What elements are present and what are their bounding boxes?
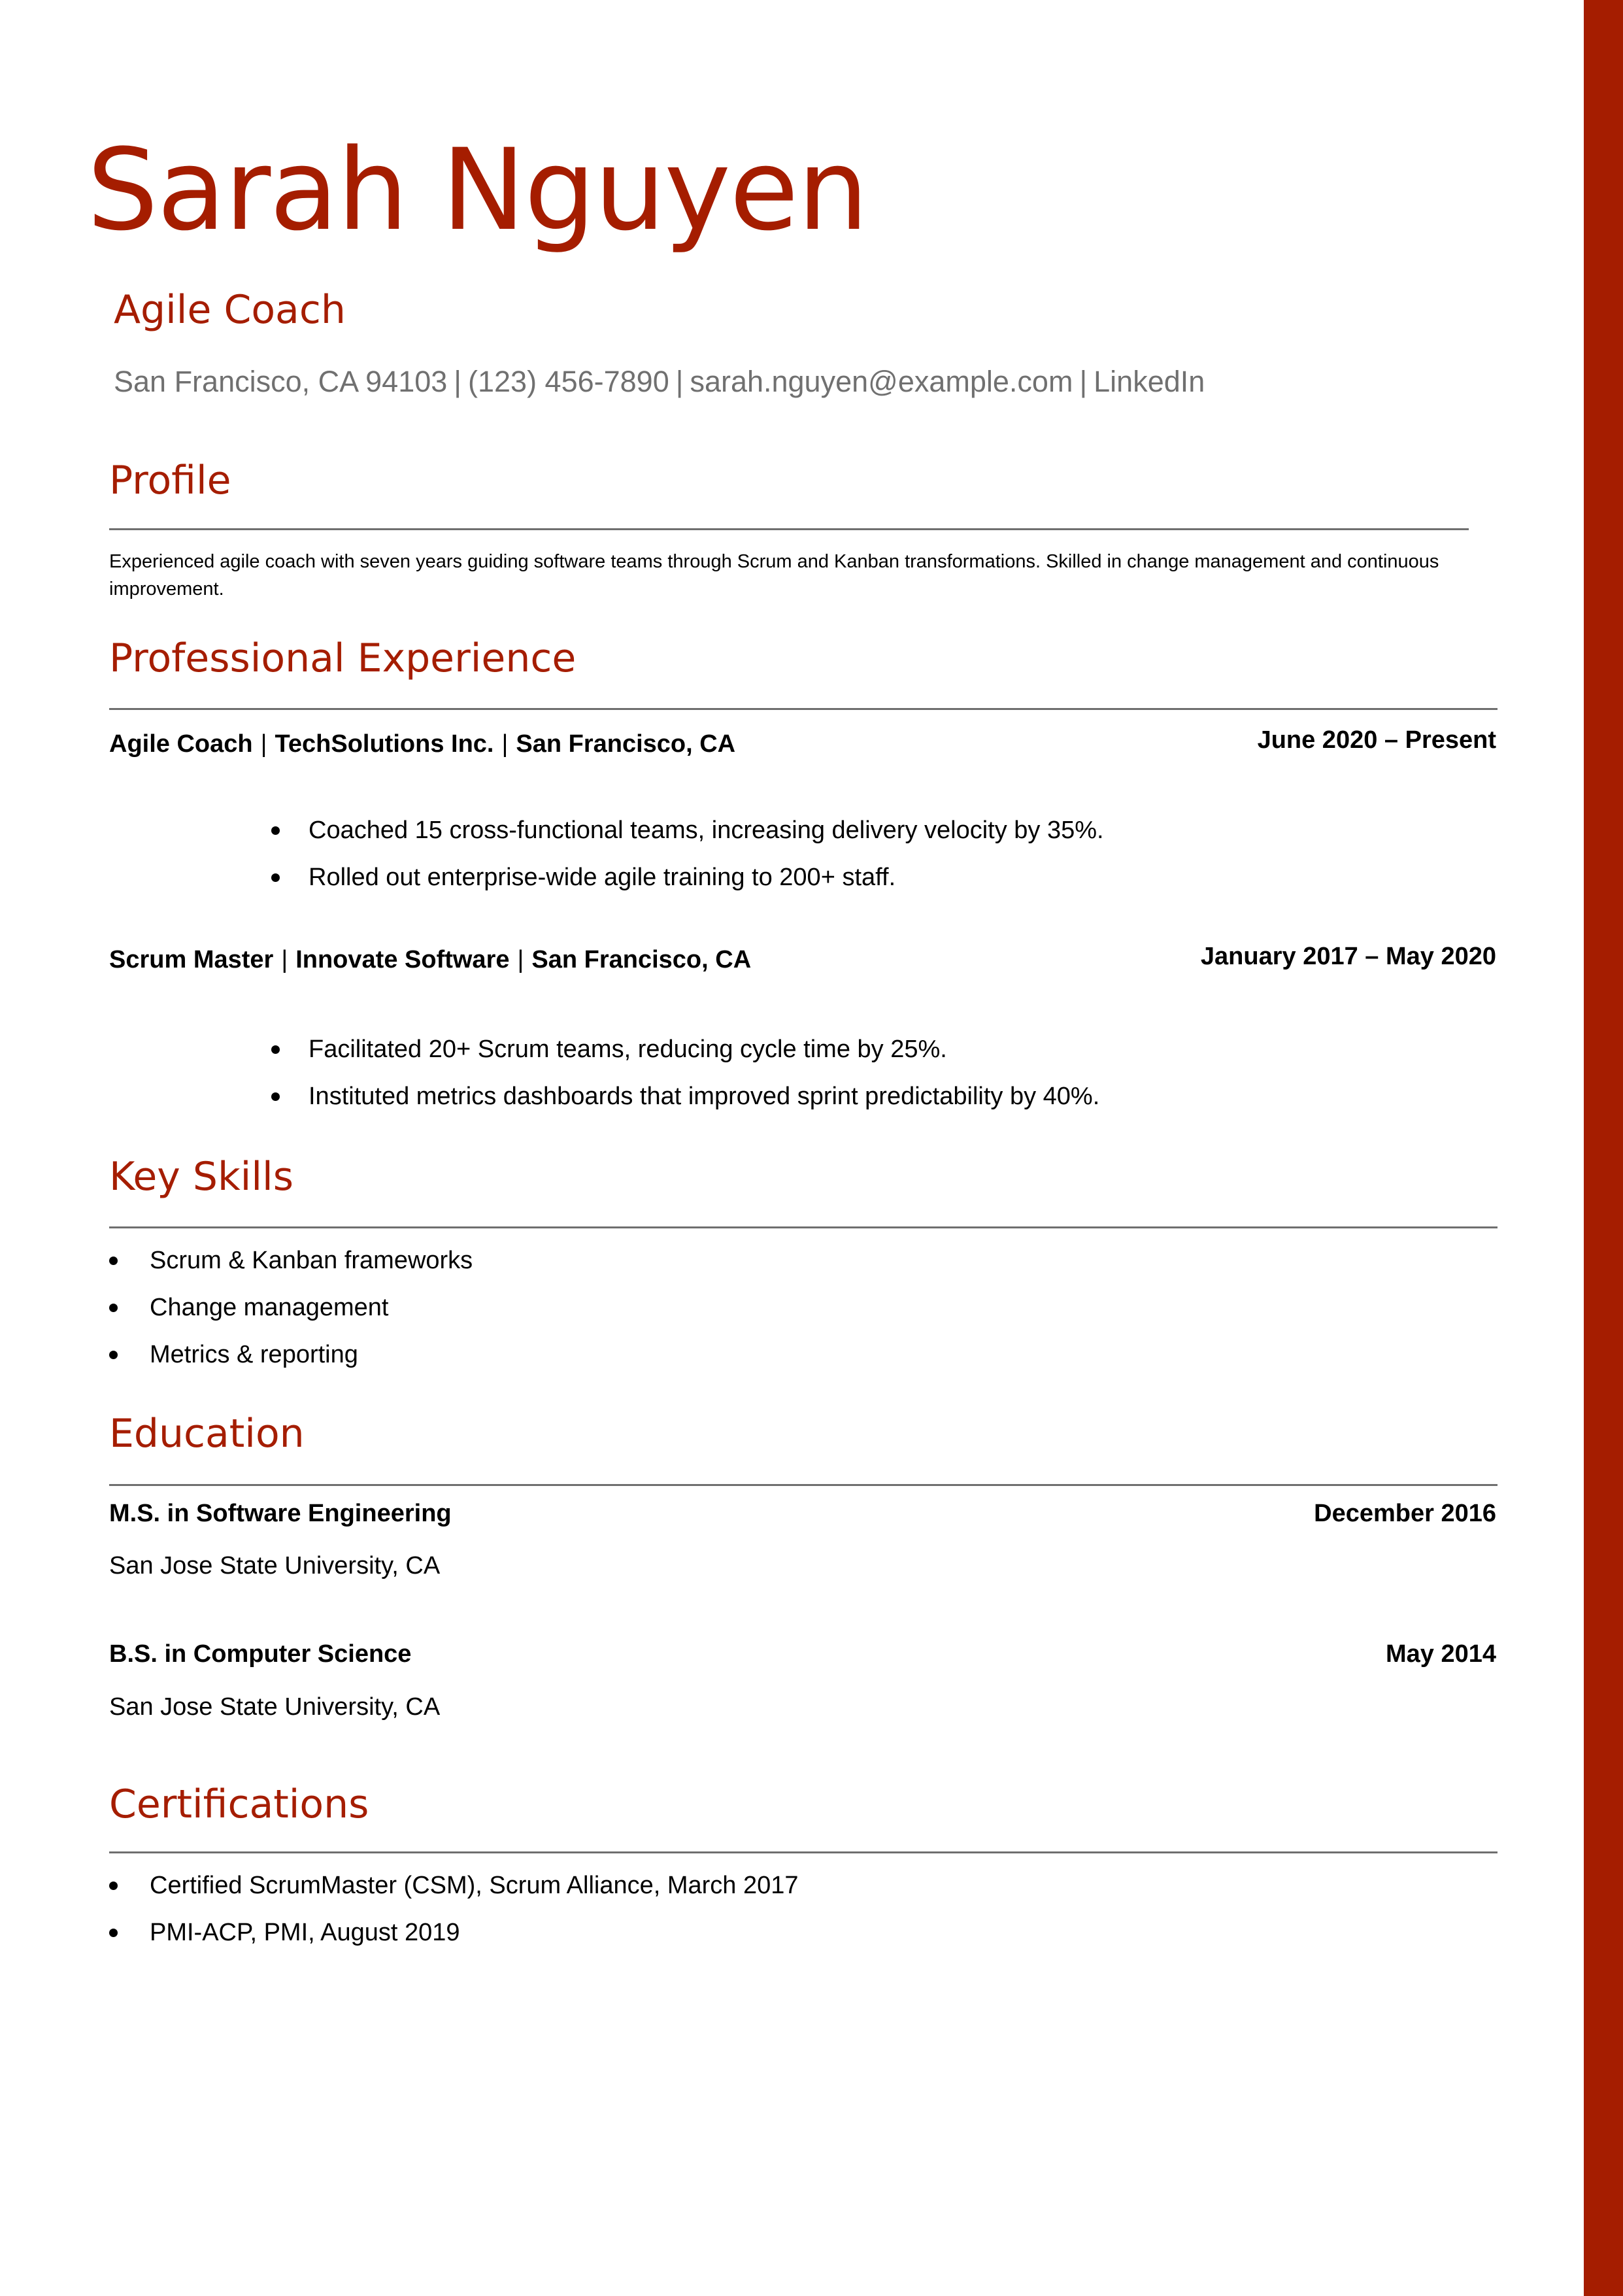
list-item: PMI-ACP, PMI, August 2019 — [109, 1909, 799, 1956]
job-location: San Francisco, CA — [531, 946, 752, 973]
contact-email[interactable]: sarah.nguyen@example.com — [690, 365, 1073, 398]
list-item: Certified ScrumMaster (CSM), Scrum Alliance, March 2017 — [109, 1862, 799, 1909]
section-divider — [109, 528, 1469, 530]
job-role: Scrum Master — [109, 946, 274, 973]
bullet-icon — [271, 873, 280, 882]
contact-separator: | — [1079, 365, 1088, 398]
list-item: Facilitated 20+ Scrum teams, reducing cycle time by 25%. — [271, 1026, 1099, 1073]
education-school: San Jose State University, CA — [109, 1693, 441, 1721]
skills-list — [109, 1237, 473, 1378]
bullet-icon — [109, 1257, 118, 1265]
certifications-heading: Certifications — [109, 1781, 369, 1827]
section-divider — [109, 1851, 1498, 1853]
profile-heading: Profile — [109, 458, 231, 503]
contact-line — [114, 364, 1205, 399]
bullet-icon — [109, 1304, 118, 1312]
job-title-line — [109, 730, 735, 760]
section-divider — [109, 1484, 1498, 1486]
job-role: Agile Coach — [109, 730, 253, 758]
education-date: May 2014 — [1385, 1640, 1496, 1668]
education-heading: Education — [109, 1411, 305, 1457]
list-item: Rolled out enterprise-wide agile training to 200+ staff. — [271, 854, 1104, 901]
job-separator: | — [501, 730, 509, 758]
profile-summary: Experienced agile coach with seven years guiding software teams through Scrum and Kanban transformations. Skilled in change management and continuous improvement. — [109, 551, 1439, 599]
contact-phone: (123) 456-7890 — [468, 365, 669, 398]
list-item: Scrum & Kanban frameworks — [109, 1237, 473, 1284]
candidate-name: Sarah Nguyen — [87, 124, 867, 256]
job-bullets — [271, 807, 1104, 901]
contact-separator: | — [454, 365, 461, 398]
job-bullets — [271, 1026, 1099, 1120]
list-item: Change management — [109, 1284, 473, 1331]
contact-linkedin-link[interactable]: LinkedIn — [1094, 365, 1205, 398]
section-divider — [109, 1226, 1498, 1228]
experience-heading: Professional Experience — [109, 635, 577, 681]
education-date: December 2016 — [1314, 1500, 1496, 1527]
certifications-list — [109, 1862, 799, 1956]
section-divider — [109, 708, 1498, 710]
job-separator: | — [260, 730, 267, 758]
education-school: San Jose State University, CA — [109, 1552, 441, 1579]
bullet-icon — [109, 1351, 118, 1359]
contact-separator: | — [675, 365, 684, 398]
list-item: Coached 15 cross-functional teams, increasing delivery velocity by 35%. — [271, 807, 1104, 854]
contact-address: San Francisco, CA 94103 — [114, 365, 448, 398]
education-degree: B.S. in Computer Science — [109, 1640, 412, 1668]
list-item: Instituted metrics dashboards that improved sprint predictability by 40%. — [271, 1073, 1099, 1120]
job-dates: June 2020 – Present — [1257, 726, 1496, 754]
bullet-icon — [271, 1092, 280, 1101]
job-separator: | — [517, 946, 524, 973]
job-company: TechSolutions Inc. — [275, 730, 494, 758]
bullet-icon — [271, 1045, 280, 1054]
accent-side-bar — [1584, 0, 1623, 2296]
skills-heading: Key Skills — [109, 1154, 293, 1200]
list-item: Metrics & reporting — [109, 1331, 473, 1378]
job-separator: | — [281, 946, 288, 973]
bullet-icon — [271, 826, 280, 835]
candidate-title: Agile Coach — [114, 287, 346, 333]
education-degree: M.S. in Software Engineering — [109, 1500, 452, 1527]
bullet-icon — [109, 1929, 118, 1937]
job-title-line — [109, 945, 751, 975]
job-dates: January 2017 – May 2020 — [1200, 943, 1496, 970]
job-location: San Francisco, CA — [516, 730, 736, 758]
bullet-icon — [109, 1882, 118, 1890]
job-company: Innovate Software — [295, 946, 510, 973]
